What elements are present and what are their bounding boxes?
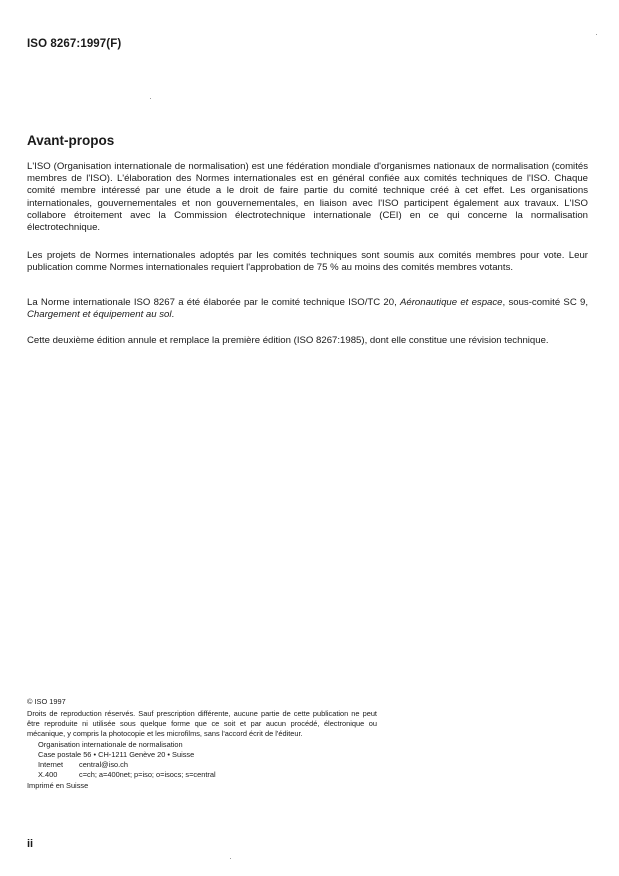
page-number: ii (27, 838, 34, 850)
rights-statement: Droits de reproduction réservés. Sauf prescription différente, aucune partie de cette publication ne peut être reproduite ni utilisée sous quelque forme que ce soit et par aucun procédé, électronique ou mécanique, y compris la photocopie et les microfilms, sans l'accord écrit de l'éditeur. (27, 709, 377, 738)
copyright-block (27, 697, 377, 791)
foreword-paragraph-1: L'ISO (Organisation internationale de normalisation) est une fédération mondiale d'organismes nationaux de normalisation (comités membres de l'ISO). L'élaboration des Normes internationales est en général confiée aux comités techniques de l'ISO. Chaque comité membre intéressé par une étude a le droit de faire partie du comité technique créé à cet effet. Les organisations internationales, gouvernementales et non gouvernementales, en liaison avec l'ISO participent également aux travaux. L'ISO collabore étroitement avec la Commission électrotechnique internationale (CEI) en ce qui concerne la normalisation électrotechnique. (27, 161, 588, 234)
publisher-name: Organisation internationale de normalisation (38, 740, 183, 749)
x400-label: X.400 (38, 770, 58, 779)
copyright-notice: © ISO 1997 (27, 697, 66, 706)
scan-speck (596, 34, 597, 35)
foreword-paragraph-2: Les projets de Normes internationales adoptés par les comités techniques sont soumis aux comités membres pour vote. Leur publication comme Normes internationales requiert l'approbation de 75 % au moins des comités membres votants. (27, 250, 588, 274)
tc-title: Aéronautique et espace (400, 297, 503, 308)
p3-end: . (171, 309, 175, 321)
internet-row (38, 760, 377, 770)
p3-lead: La Norme internationale ISO 8267 a été élaborée par le comité technique ISO/TC 20, (27, 297, 400, 308)
x400-value: c=ch; a=400net; p=iso; o=isocs; s=central (79, 770, 216, 779)
page-title: Avant-propos (27, 133, 115, 148)
postal-address: Case postale 56 • CH-1211 Genève 20 • Suisse (38, 750, 195, 759)
scan-speck (150, 98, 151, 99)
document-id: ISO 8267:1997(F) (27, 38, 122, 50)
sc-title: Chargement et équipement au sol (27, 309, 172, 321)
scan-speck (230, 858, 231, 859)
x400-row (38, 770, 377, 780)
printed-in: Imprimé en Suisse (27, 781, 89, 790)
internet-value: central@iso.ch (79, 760, 128, 769)
internet-label: Internet (38, 760, 64, 769)
foreword-paragraph-4: Cette deuxième édition annule et remplace la première édition (ISO 8267:1985), dont elle constitue une révision technique. (27, 335, 549, 346)
publisher-address (38, 740, 377, 780)
p3-mid: , sous-comité SC 9, (502, 297, 588, 308)
foreword-paragraph-3 (27, 297, 588, 321)
